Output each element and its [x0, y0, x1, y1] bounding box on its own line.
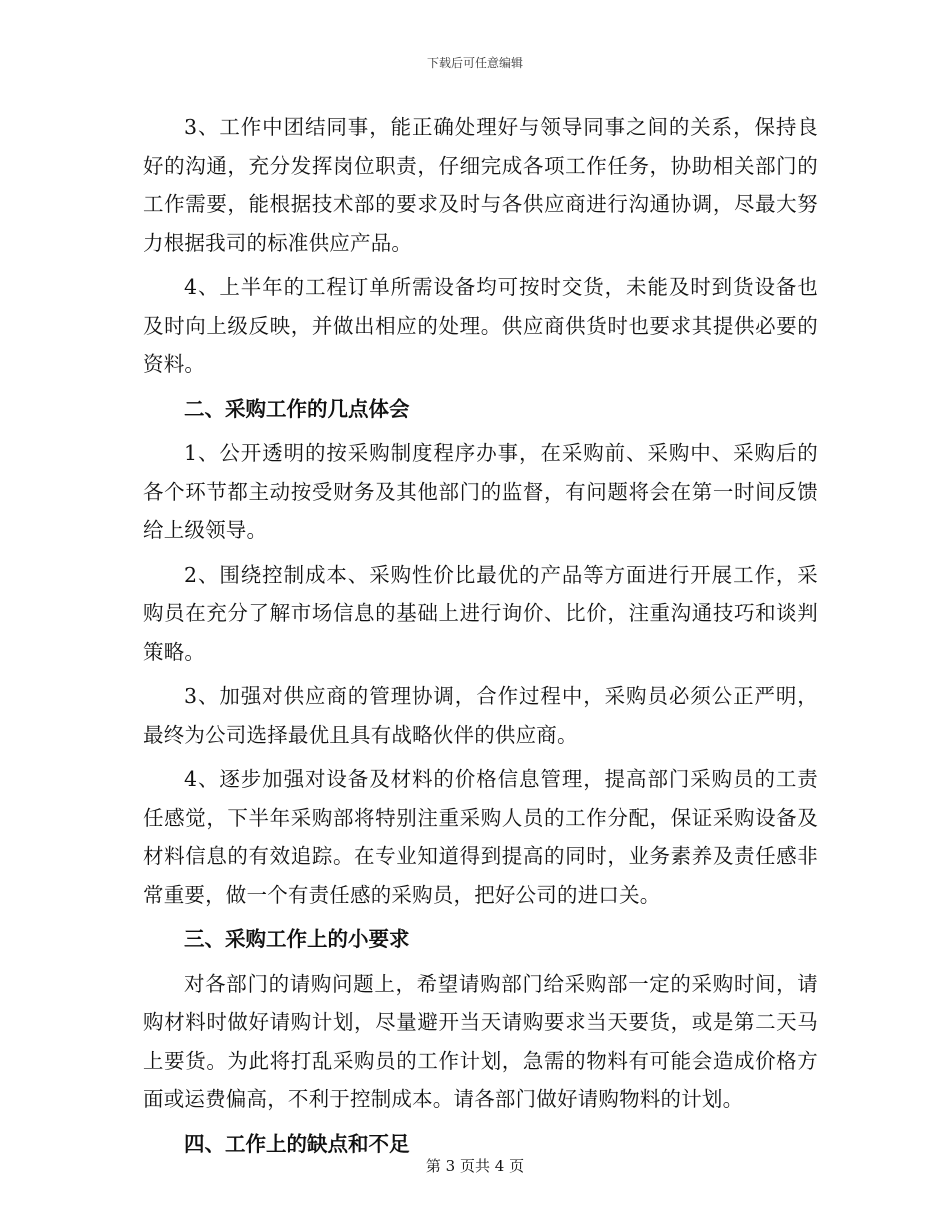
paragraph-supplier-management: 3、加强对供应商的管理协调，合作过程中，采购员必须公正严明，最终为公司选择最优且具有战略伙伴的供应商。: [143, 684, 818, 747]
paragraph-cost-control: 2、围绕控制成本、采购性价比最优的产品等方面进行开展工作，采购员在充分了解市场信息的基础上进行询价、比价，注重沟通技巧和谈判策略。: [143, 562, 818, 664]
section-heading-shortcomings: 四、工作上的缺点和不足: [184, 1131, 410, 1156]
paragraph-delivery: 4、上半年的工程订单所需设备均可按时交货，未能及时到货设备也及时向上级反映，并做出相应的处理。供应商供货时也要求其提供必要的资料。: [143, 275, 818, 376]
page-footer: 第 3 页共 4 页: [425, 1157, 525, 1175]
paragraph-transparency: 1、公开透明的按采购制度程序办事，在采购前、采购中、采购后的各个环节都主动按受财务及其他部门的监督，有问题将会在第一时间反馈给上级领导。: [143, 441, 818, 542]
paragraph-price-information: 4、逐步加强对设备及材料的价格信息管理，提高部门采购员的工责任感觉，下半年采购部将特别注重采购人员的工作分配，保证采购设备及材料信息的有效追踪。在专业知道得到提高的同时，业务素养及责任感非常重要，做一个有责任感的采购员，把好公司的进口关。: [143, 767, 818, 907]
document-body: [143, 108, 818, 1169]
section-heading-experience: 二、采购工作的几点体会: [184, 396, 410, 421]
paragraph-teamwork: 3、工作中团结同事，能正确处理好与领导同事之间的关系，保持良好的沟通，充分发挥岗位职责，仔细完成各项工作任务，协助相关部门的工作需要，能根据技术部的要求及时与各供应商进行沟通协调，尽最大努力根据我司的标准供应产品。: [143, 115, 818, 255]
paragraph-purchase-requests: 对各部门的请购问题上，希望请购部门给采购部一定的采购时间，请购材料时做好请购计划，尽量避开当天请购要求当天要货，或是第二天马上要货。为此将打乱采购员的工作计划，急需的物料有可能会造成价格方面或运费偏高，不利于控制成本。请各部门做好请购物料的计划。: [143, 971, 818, 1111]
page-header: 下载后可任意编辑: [426, 56, 523, 70]
section-heading-requirements: 三、采购工作上的小要求: [184, 927, 410, 951]
